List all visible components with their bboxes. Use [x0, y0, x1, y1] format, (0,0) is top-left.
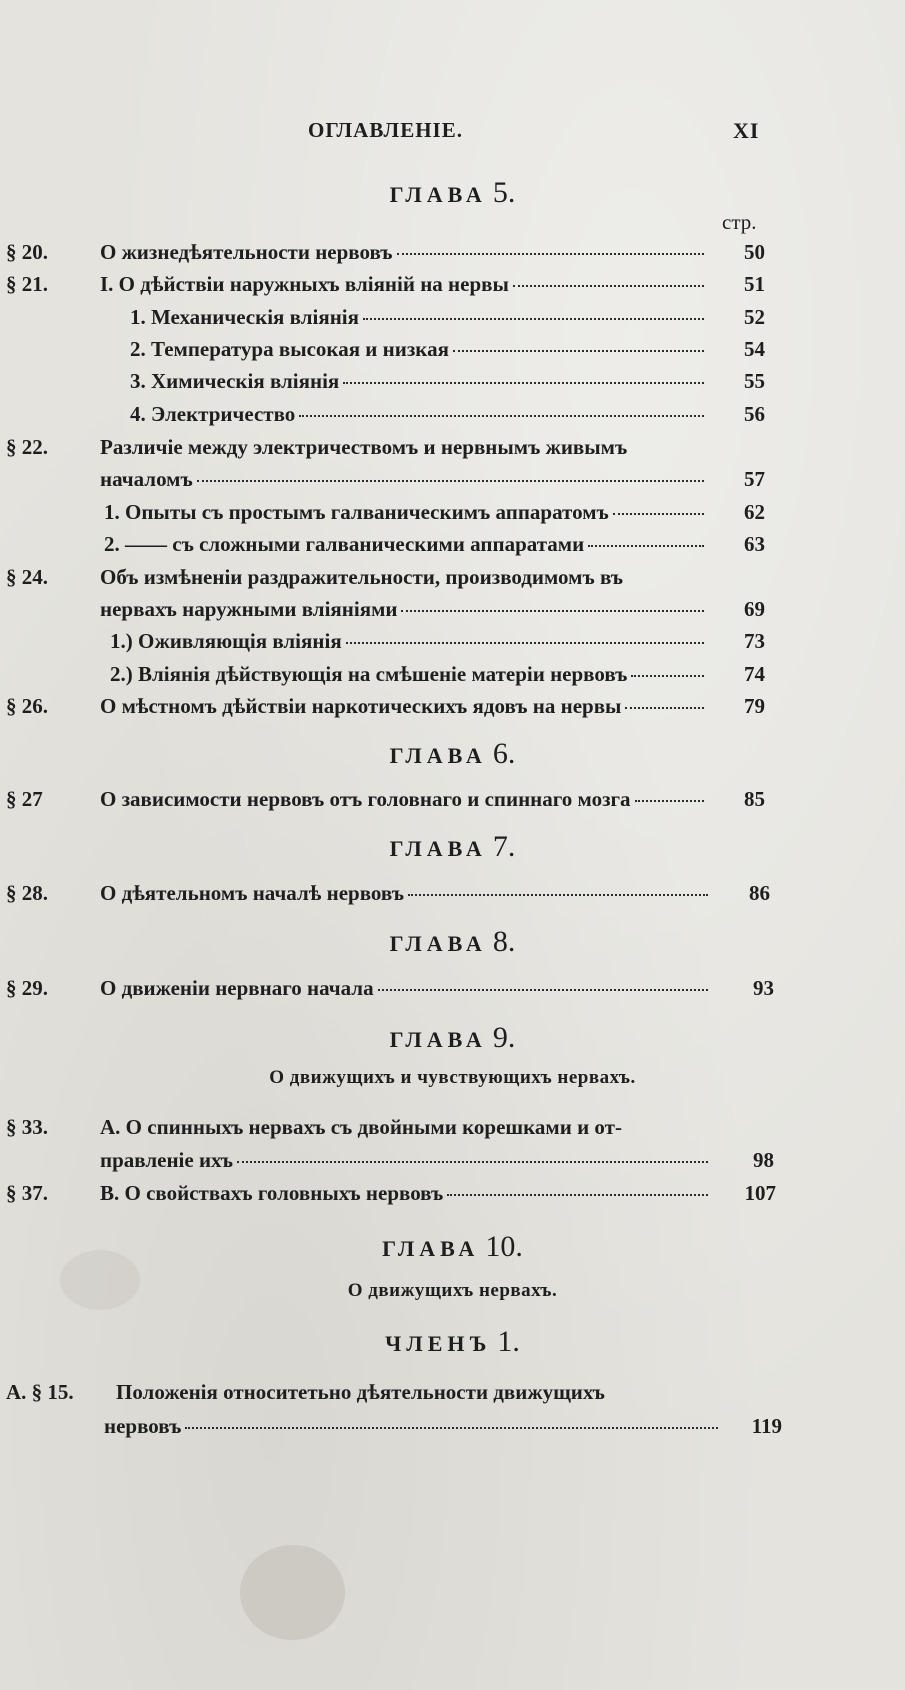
toc-entry: [0, 305, 905, 335]
entry-text: нервахъ наружными вліяніями: [100, 597, 708, 622]
entry-text: О мѣстномъ дѣйствіи наркотическихъ ядовъ на нервы: [100, 694, 708, 719]
entry-page: 93: [753, 976, 774, 1000]
chapter-number: 10.: [485, 1230, 523, 1263]
section-number: § 33.: [6, 1115, 48, 1139]
chapter-heading: [0, 737, 905, 771]
chapter-heading: [0, 1230, 905, 1264]
toc-entry: [0, 1115, 905, 1145]
toc-entry: [0, 369, 905, 399]
toc-entry: [0, 976, 905, 1006]
entry-page: 98: [753, 1148, 774, 1172]
entry-text: нервовъ: [104, 1414, 722, 1439]
chapter-number: 9.: [492, 1021, 516, 1054]
toc-entry: [0, 629, 905, 659]
section-number: § 27: [6, 787, 43, 811]
toc-entry: [0, 402, 905, 432]
chapter-heading: [0, 1021, 905, 1055]
entry-page: 50: [744, 240, 765, 264]
section-number: § 28.: [6, 881, 48, 905]
entry-text: Объ измѣненіи раздражительности, производимомъ въ: [100, 565, 624, 589]
entry-text: О жизнедѣятельности нервовъ: [100, 240, 708, 265]
toc-entry: [0, 240, 905, 270]
toc-entry: [0, 1414, 905, 1444]
entry-page: 55: [744, 369, 765, 393]
toc-entry: [0, 500, 905, 530]
chapter-number: 5.: [492, 176, 516, 209]
member-label: ЧЛЕНЪ: [385, 1331, 492, 1356]
toc-entry: [0, 1380, 905, 1410]
entry-page: 107: [744, 1181, 776, 1205]
section-number: § 26.: [6, 694, 48, 718]
entry-text: 1. Механическія вліянія: [130, 305, 708, 330]
entry-page: 73: [744, 629, 765, 653]
entry-text: О зависимости нервовъ отъ головнаго и спиннаго мозга: [100, 787, 708, 812]
entry-page: 52: [744, 305, 765, 329]
toc-entry: [0, 435, 905, 465]
entry-page: 56: [744, 402, 765, 426]
member-number: 1.: [497, 1325, 520, 1358]
entry-text: 1.) Оживляющія вліянія: [110, 629, 708, 654]
toc-entry: [0, 694, 905, 724]
entry-page: 51: [744, 272, 765, 296]
entry-page: 74: [744, 662, 765, 686]
section-number: § 21.: [6, 272, 48, 296]
chapter-number: 6.: [492, 737, 516, 770]
entry-page: 54: [744, 337, 765, 361]
entry-page: 57: [744, 467, 765, 491]
toc-entry: [0, 662, 905, 692]
chapter-subtitle: О движущихъ и чувствующихъ нервахъ.: [269, 1067, 636, 1088]
chapter-heading: [0, 176, 905, 210]
toc-entry: [0, 337, 905, 367]
entry-text: правленіе ихъ: [100, 1148, 712, 1173]
toc-entry: [0, 532, 905, 562]
page-header: [0, 118, 905, 148]
toc-entry: [0, 1148, 905, 1178]
entry-text: началомъ: [100, 467, 708, 492]
toc-entry: [0, 565, 905, 595]
page-column-label: стр.: [722, 210, 757, 234]
entry-text: 2.) Вліянія дѣйствующія на смѣшеніе матеріи нервовъ: [110, 662, 708, 687]
chapter-label: ГЛАВА: [389, 836, 487, 861]
paper-stain: [240, 1545, 345, 1640]
section-number: § 37.: [6, 1181, 48, 1205]
entry-text: I. О дѣйствіи наружныхъ вліяній на нервы: [100, 272, 708, 297]
entry-text: 2. Температура высокая и низкая: [130, 337, 708, 362]
toc-entry: [0, 272, 905, 302]
chapter-label: ГЛАВА: [389, 743, 487, 768]
entry-page: 119: [751, 1414, 782, 1438]
entry-text: 2. —— съ сложными галваническими аппаратами: [104, 532, 708, 557]
entry-text: 1. Опыты съ простымъ галваническимъ аппаратомъ: [104, 500, 708, 525]
chapter-label: ГЛАВА: [389, 1027, 487, 1052]
entry-text: В. О свойствахъ головныхъ нервовъ: [100, 1181, 712, 1206]
chapter-label: ГЛАВА: [389, 182, 487, 207]
entry-page: 63: [744, 532, 765, 556]
chapter-number: 8.: [492, 925, 516, 958]
entry-page: 62: [744, 500, 765, 524]
member-heading: [0, 1325, 905, 1359]
toc-entry: [0, 597, 905, 627]
chapter-subtitle: О движущихъ нервахъ.: [347, 1280, 558, 1301]
chapter-label: ГЛАВА: [382, 1236, 480, 1261]
entry-text: О дѣятельномъ началѣ нервовъ: [100, 881, 712, 906]
entry-page: 85: [744, 787, 765, 811]
section-number: § 20.: [6, 240, 48, 264]
entry-text: А. О спинныхъ нервахъ съ двойными корешками и от-: [100, 1115, 622, 1139]
chapter-heading: [0, 925, 905, 959]
entry-page: 86: [749, 881, 770, 905]
entry-text: Различіе между электричествомъ и нервнымъ живымъ: [100, 435, 628, 459]
entry-text: Положенія относитетьно дѣятельности движущихъ: [116, 1380, 605, 1404]
section-number: § 24.: [6, 565, 48, 589]
chapter-number: 7.: [492, 830, 516, 863]
toc-entry: [0, 1181, 905, 1211]
entry-text: 3. Химическія вліянія: [130, 369, 708, 394]
page-title: ОГЛАВЛЕНІЕ.: [308, 118, 463, 142]
entry-text: О движеніи нервнаго начала: [100, 976, 712, 1001]
page-number: XI: [733, 118, 760, 143]
chapter-label: ГЛАВА: [389, 931, 487, 956]
entry-text: 4. Электричество: [130, 402, 708, 427]
section-number: § 22.: [6, 435, 48, 459]
section-number: А. § 15.: [6, 1380, 74, 1404]
toc-entry: [0, 467, 905, 497]
entry-page: 79: [744, 694, 765, 718]
toc-entry: [0, 787, 905, 817]
chapter-heading: [0, 830, 905, 864]
section-number: § 29.: [6, 976, 48, 1000]
toc-entry: [0, 881, 905, 911]
entry-page: 69: [744, 597, 765, 621]
